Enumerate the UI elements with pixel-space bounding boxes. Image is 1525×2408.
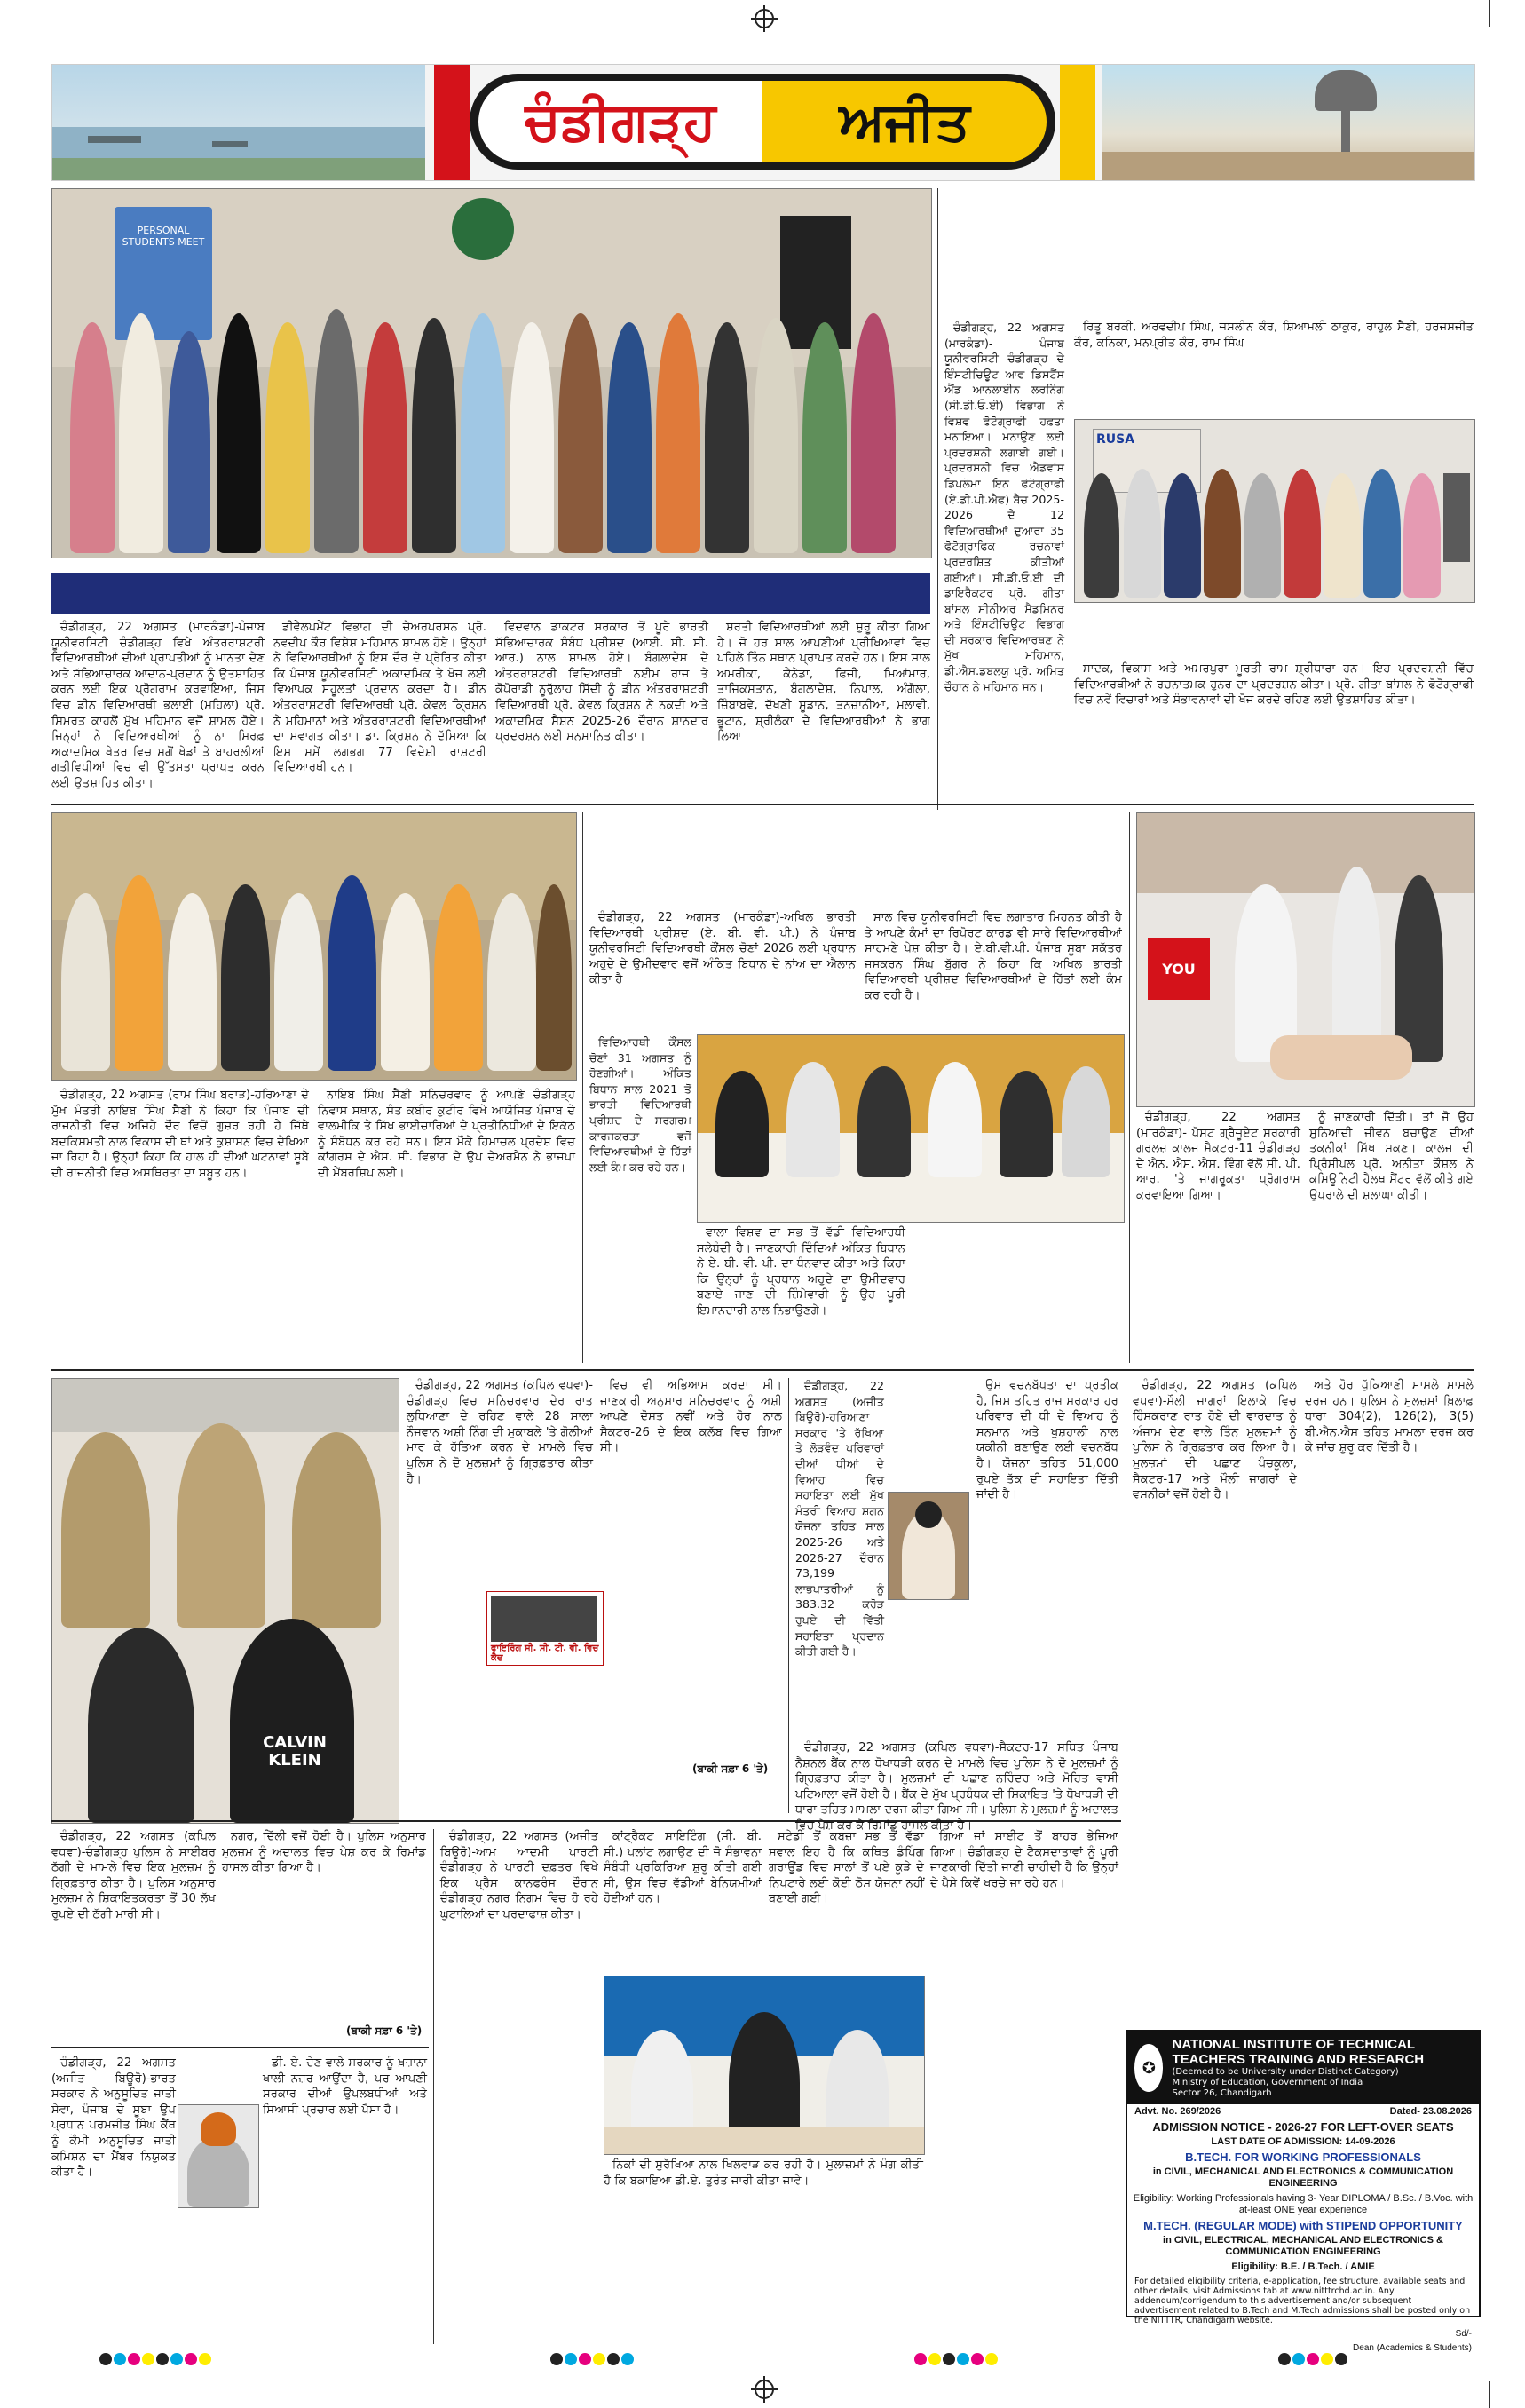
story9-text: ਨਗਰ, ਦਿੱਲੀ ਵਜੋਂ ਹੋਈ ਹੈ। ਪੁਲਿਸ ਅਨੁਸਾਰ ਮੁਲਜ਼ਮ ਨੂੰ ਅਦਾਲਤ ਵਿਚ ਪੇਸ਼ ਕਰ ਕੇ ਰਿਮਾਂਡ ਹਾਸਲ ਕੀਤਾ ਗਿਆ ਹੈ। xyxy=(222,1830,426,1875)
story7-text: ਚੰਡੀਗੜ੍ਹ, 22 ਅਗਸਤ (ਅਜੀਤ ਬਿਊਰੋ)-ਹਰਿਆਣਾ ਸਰਕਾਰ 'ਤੇ ਰੱਖਿਆ ਤੇ ਲੋੜਵੰਦ ਪਰਿਵਾਰਾਂ ਦੀਆਂ ਧੀਆਂ ਦੇ ਵਿਆਹ ਵਿਚ ਸਹਾਇਤਾ ਲਈ ਮੁੱਖ ਮੰਤਰੀ ਵਿਆਹ ਸ਼ਗਨ ਯੋਜਨਾ ਤਹਿਤ ਸਾਲ 2025-26 ਅਤੇ 2026-27 ਦੌਰਾਨ 73,199 ਲਾਭਪਾਤਰੀਆਂ ਨੂੰ 383.32 ਕਰੋੜ ਰੁਪਏ ਦੀ ਵਿੱਤੀ ਸਹਾਇਤਾ ਪ੍ਰਦਾਨ ਕੀਤੀ ਗਈ ਹੈ। xyxy=(795,1379,884,1659)
story11-text: ਡੀ. ਏ. ਦੇਣ ਵਾਲੇ ਸਰਕਾਰ ਨੂੰ ਖ਼ਜ਼ਾਨਾ ਖਾਲੀ ਨਜ਼ਰ ਆਉਂਦਾ ਹੈ, ਪਰ ਆਪਣੀ ਸਰਕਾਰ ਦੀਆਂ ਉਪਲਬਧੀਆਂ ਅਤੇ ਸਿਆਸੀ ਪ੍ਰਚਾਰ ਲਈ ਪੈਸਾ ਹੈ। xyxy=(263,2056,427,2117)
photo-abvp-press xyxy=(697,1034,1125,1223)
story4-text: ਸਾਲ ਵਿਚ ਯੂਨੀਵਰਸਿਟੀ ਵਿਚ ਲਗਾਤਾਰ ਮਿਹਨਤ ਕੀਤੀ ਹੈ ਤੇ ਆਪਣੇ ਕੰਮਾਂ ਦਾ ਰਿਪੋਰਟ ਕਾਰਡ ਵੀ ਸਾਰੇ ਵਿਦਿਆਰਥੀਆਂ ਸਾਹਮਣੇ ਪੇਸ਼ ਕੀਤਾ ਹੈ। ਏ.ਬੀ.ਵੀ.ਪੀ. ਪੰਜਾਬ ਸੂਬਾ ਸਕੱਤਰ ਜਸਕਰਨ ਸਿੰਘ ਬੁੱਗਰ ਨੇ ਕਿਹਾ ਕਿ ਅਖਿਲ ਭਾਰਤੀ ਵਿਦਿਆਰਥੀ ਪ੍ਰੀਸ਼ਦ ਵਿਦਿਆਰਥੀਆਂ ਦੇ ਹਿੱਤਾਂ ਲਈ ਕੰਮ ਕਰ ਰਹੀ ਹੈ। xyxy=(865,911,1122,1002)
gathering-person xyxy=(168,893,217,1071)
story6-column xyxy=(407,1378,593,1760)
exhibition-person xyxy=(1284,469,1321,598)
story12-column xyxy=(1133,1378,1297,2017)
section-rule xyxy=(51,804,1474,805)
story1-text: ਚੰਡੀਗੜ੍ਹ, 22 ਅਗਸਤ (ਮਾਰਕੰਡਾ)-ਪੰਜਾਬ ਯੂਨੀਵਰਸਿਟੀ ਚੰਡੀਗੜ੍ਹ ਵਿਖੇ ਅੰਤਰਰਾਸ਼ਟਰੀ ਵਿਦਿਆਰਥੀਆਂ ਦੀਆਂ ਪ੍ਰਾਪਤੀਆਂ ਨੂੰ ਮਾਨਤਾ ਦੇਣ ਅਤੇ ਸੱਭਿਆਚਾਰਕ ਆਦਾਨ-ਪ੍ਰਦਾਨ ਨੂੰ ਉਤਸ਼ਾਹਿਤ ਕਰਨ ਲਈ ਇਕ ਪ੍ਰੋਗਰਾਮ ਕਰਵਾਇਆ, ਜਿਸ ਵਿਚ ਡੀਨ ਵਿਦਿਆਰਥੀ ਭਲਾਈ (ਮਹਿਲਾ) ਪ੍ਰੋ. ਸਿਮਰਤ ਕਾਹਲੋਂ ਮੁੱਖ ਮਹਿਮਾਨ ਵਜੋਂ ਸ਼ਾਮਲ ਹੋਏ। ਜਿਨ੍ਹਾਂ ਨੇ ਵਿਦਿਆਰਥੀਆਂ ਨੂੰ ਨਾ ਸਿਰਫ਼ ਅਕਾਦਮਿਕ ਖੇਤਰ ਵਿਚ ਸਗੋਂ ਖੇਡਾਂ ਤੇ ਬਾਹਰਲੀਆਂ ਗਤੀਵਿਧੀਆਂ ਵਿਚ ਵੀ ਉੱਤਮਤਾ ਪ੍ਰਾਪਤ ਕਰਨ ਲਈ ਉਤਸ਼ਾਹਿਤ ਕੀਤਾ। xyxy=(51,621,265,790)
gathering-person xyxy=(487,893,536,1071)
photo-police-arrest xyxy=(51,1378,399,1824)
you-sign-text: YOU xyxy=(1162,960,1196,978)
section-rule xyxy=(51,2047,429,2048)
press-person xyxy=(1062,1066,1110,1177)
banner-stand xyxy=(115,207,212,340)
trim-mark xyxy=(1489,0,1490,27)
story5-column xyxy=(1309,1110,1474,1363)
you-sign xyxy=(1148,938,1210,1000)
story1-text: ਡੀਵੈਲਪਮੈਂਟ ਵਿਭਾਗ ਦੀ ਚੇਅਰਪਰਸਨ ਪ੍ਰੋ. ਨਵਦੀਪ ਕੌਰ ਵਿਸ਼ੇਸ਼ ਮਹਿਮਾਨ ਸ਼ਾਮਲ ਹੋਏ। ਉਨ੍ਹਾਂ ਨੇ ਵਿਦਿਆਰਥੀਆਂ ਨੂੰ ਇਸ ਦੌਰ ਦੇ ਪ੍ਰੇਰਿਤ ਕੀਤਾ ਕਿ ਪੰਜਾਬ ਯੂਨੀਵਰਸਿਟੀ ਅਕਾਦਮਿਕ ਤੇ ਖੋਜ ਲਈ ਵਿਆਪਕ ਸਹੂਲਤਾਂ ਪ੍ਰਦਾਨ ਕਰਦਾ ਹੈ। ਡੀਨ ਅੰਤਰਰਾਸ਼ਟਰੀ ਵਿਦਿਆਰਥੀ ਪ੍ਰੋ. ਕੇਵਲ ਕ੍ਰਿਸ਼ਨ ਨੇ ਮਹਿਮਾਨਾਂ ਅਤੇ ਅੰਤਰਰਾਸ਼ਟਰੀ ਵਿਦਿਆਰਥੀਆਂ ਦਾ ਸਵਾਗਤ ਕੀਤਾ। ਡਾ. ਕ੍ਰਿਸ਼ਨ ਨੇ ਦੱਸਿਆ ਕਿ ਇਸ ਸਮੇਂ ਲਗਭਗ 77 ਵਿਦੇਸ਼ੀ ਰਾਸ਼ਟਰੀ ਵਿਦਿਆਰਥੀ ਹਨ। xyxy=(273,621,486,775)
story8-text: ਚੰਡੀਗੜ੍ਹ, 22 ਅਗਸਤ (ਕਪਿਲ ਵਧਵਾ)-ਸੈਕਟਰ-17 ਸਥਿਤ ਪੰਜਾਬ ਨੈਸ਼ਨਲ ਬੈਂਕ ਨਾਲ ਧੋਖਾਧੜੀ ਕਰਨ ਦੇ ਮਾਮਲੇ ਵਿਚ ਪੁਲਿਸ ਨੇ ਦੋ ਮੁਲਜ਼ਮਾਂ ਨੂੰ ਗ੍ਰਿਫ਼ਤਾਰ ਕੀਤਾ ਹੈ। ਮੁਲਜ਼ਮਾਂ ਦੀ ਪਛਾਣ ਨਰਿੰਦਰ ਅਤੇ ਮੋਹਿਤ ਵਾਸੀ ਪਟਿਆਲਾ ਵਜੋਂ ਹੋਈ ਹੈ। ਬੈਂਕ ਦੇ ਮੁੱਖ ਪ੍ਰਬੰਧਕ ਦੀ ਸ਼ਿਕਾਇਤ 'ਤੇ ਧੋਖਾਧੜੀ ਦੀ ਧਾਰਾ ਤਹਿਤ ਮਾਮਲਾ ਦਰਜ ਕੀਤਾ ਗਿਆ ਸੀ। ਪੁਲਿਸ ਨੇ ਮੁਲਜ਼ਮਾਂ ਨੂੰ ਅਦਾਲਤ ਵਿਚ ਪੇਸ਼ ਕਰ ਕੇ ਰਿਮਾਂਡ ਹਾਸਲ ਕੀਤਾ ਹੈ। xyxy=(795,1741,1118,1833)
group-person xyxy=(70,322,115,553)
story2-column xyxy=(944,320,1064,795)
trim-mark xyxy=(1489,2381,1490,2408)
gathering-person xyxy=(274,893,323,1071)
story9-column xyxy=(222,1829,426,2042)
registration-mark-top xyxy=(755,9,774,28)
cpr-person xyxy=(1395,875,1443,1062)
story11-column xyxy=(51,2056,176,2344)
column-rule xyxy=(1129,812,1130,1363)
story4-column xyxy=(865,910,1122,1030)
exhibition-frame xyxy=(1443,473,1470,562)
police-officer xyxy=(177,1423,265,1628)
story12-text: ਅਤੇ ਹੋਰ ਧੁੱਕਿਆਣੀ ਮਾਮਲੇ ਮਾਮਲੇ ਦਰਜ ਹਨ। ਪੁਲਿਸ ਨੇ ਮੁਲਜ਼ਮਾਂ ਖ਼ਿਲਾਫ਼ ਧਾਰਾ 304(2), 126(2), 3(5) ਬੀ.ਐਨ.ਐਸ ਤਹਿਤ ਮਾਮਲਾ ਦਰਜ ਕਰ ਕੇ ਜਾਂਚ ਸ਼ੁਰੂ ਕਰ ਦਿੱਤੀ ਹੈ। xyxy=(1305,1379,1474,1455)
story7-column xyxy=(976,1378,1118,1733)
exhibition-person xyxy=(1124,469,1161,598)
masthead-stripe xyxy=(1060,65,1095,180)
story2-column xyxy=(1074,320,1474,417)
story1-text: ਵਿਦਵਾਨ ਡਾਕਟਰ ਸਰਕਾਰ ਤੋਂ ਪੂਰੇ ਭਾਰਤੀ ਸੱਭਿਆਚਾਰਕ ਸੰਬੰਧ ਪ੍ਰੀਸ਼ਦ (ਆਈ. ਸੀ. ਸੀ. ਆਰ.) ਨਾਲ ਸ਼ਾਮਲ ਹੋਏ। ਬੰਗਲਾਦੇਸ਼ ਦੇ ਅੰਤਰਰਾਸ਼ਟਰੀ ਵਿਦਿਆਰਥੀ ਨਈਮ ਰਾਜ ਤੇ ਕੋਪੋਰਾਡੀ ਨੂਰੁੱਲਾਹ ਸਿੱਦੀ ਨੂੰ ਡੀਨ ਅੰਤਰਰਾਸ਼ਟਰੀ ਵਿਦਿਆਰਥੀ ਪ੍ਰੋ. ਕੇਵਲ ਕ੍ਰਿਸ਼ਨ ਨੇ ਨਕਦੀ ਅਤੇ ਅਕਾਦਮਿਕ ਸੈਸ਼ਨ 2025-26 ਦੌਰਾਨ ਸ਼ਾਨਦਾਰ ਪ੍ਰਦਰਸ਼ਨ ਲਈ ਸਨਮਾਨਿਤ ਕੀਤਾ। xyxy=(495,621,708,744)
story2-text: ਸਾਦਕ, ਵਿਕਾਸ ਅਤੇ ਅਮਰਪੁਰਾ ਮੂਰਤੀ ਰਾਮ ਸ਼੍ਰੀਧਾਰਾ ਹਨ। ਇਹ ਪ੍ਰਦਰਸ਼ਨੀ ਵਿੱਚ ਵਿਦਿਆਰਥੀਆਂ ਨੇ ਰਚਨਾਤਮਕ ਹੁਨਰ ਦਾ ਪ੍ਰਦਰਸ਼ਨ ਕੀਤਾ। ਪ੍ਰੋ. ਗੀਤਾ ਬਾਂਸਲ ਨੇ ਫੋਟੋਗ੍ਰਾਫੀ ਵਿਚ ਨਵੇਂ ਵਿਚਾਰਾਂ ਅਤੇ ਸੰਭਾਵਨਾਵਾਂ ਦੀ ਖੋਜ ਕਰਦੇ ਰਹਿਣ ਲਈ ਉਤਸ਼ਾਹਿਤ ਕੀਤਾ। xyxy=(1074,662,1474,708)
ad-sign1: Sd/- xyxy=(1455,2329,1472,2339)
story10-column xyxy=(769,1829,924,1971)
color-bar xyxy=(914,2353,998,2365)
ad-btech: B.TECH. FOR WORKING PROFESSIONALS xyxy=(1185,2151,1421,2164)
group-person xyxy=(510,322,554,553)
story1-column xyxy=(717,620,930,749)
masthead-stripe xyxy=(434,65,470,180)
ad-footnote: For detailed eligibility criteria, e-application, fee structure, available seats and other details, visit Admissions tab at www.nitttrchd.ac.in. Any addendum/corrigendum to this advertisement and/or subsequent advertisement related to B.Tech and M.Tech admissions shall be posted only on the NITTTR, Chandigarh website. xyxy=(1134,2277,1471,2325)
cpr-person xyxy=(1332,867,1381,1062)
cctv-inset-text: ਫਾਇਰਿੰਗ ਸੀ. ਸੀ. ਟੀ. ਵੀ. ਵਿਚ ਕੈਦ xyxy=(491,1644,599,1663)
story11-column xyxy=(263,2056,427,2344)
exhibition-person xyxy=(1204,469,1241,598)
accused-hooded xyxy=(230,1619,354,1823)
story3-column xyxy=(51,1088,309,1363)
group-person xyxy=(802,322,847,553)
press-person xyxy=(857,1066,911,1177)
story3-column xyxy=(318,1088,575,1363)
story10-text: ਗਿਆ ਜਾਂ ਸਾਈਟ ਤੋਂ ਬਾਹਰ ਭੇਜਿਆ ਗਿਆ। ਚੰਡੀਗੜ੍ਹ ਦੇ ਟੈਕਸਦਾਤਾਵਾਂ ਨੂੰ ਪੂਰੀ ਜਾਣਕਾਰੀ ਦਿੱਤੀ ਜਾਣੀ ਚਾਹੀਦੀ ਹੈ ਕਿ ਉਨ੍ਹਾਂ ਦੇ ਪੈਸੇ ਕਿਵੇਂ ਖਰਚੇ ਜਾ ਰਹੇ ਹਨ। xyxy=(930,1830,1118,1890)
ad-advt-no: Advt. No. 269/2026 xyxy=(1134,2106,1221,2117)
exhibition-person xyxy=(1324,473,1361,598)
press-person xyxy=(928,1062,982,1177)
exhibition-person xyxy=(1363,469,1401,598)
gathering-person xyxy=(434,884,483,1071)
speaker xyxy=(780,216,851,349)
photo-exhibition xyxy=(1074,419,1475,603)
photo-aap-press xyxy=(604,1976,925,2155)
gathering-person xyxy=(115,875,163,1071)
story11-text: ਚੰਡੀਗੜ੍ਹ, 22 ਅਗਸਤ (ਅਜੀਤ ਬਿਊਰੋ)-ਭਾਰਤ ਸਰਕਾਰ ਨੇ ਅਨੁਸੂਚਿਤ ਜਾਤੀ ਸੇਵਾ, ਪੰਜਾਬ ਦੇ ਸੂਬਾ ਉਪ ਪ੍ਰਧਾਨ ਪਰਮਜੀਤ ਸਿੰਘ ਕੈਂਥ ਨੂੰ ਕੌਮੀ ਅਨੁਸੂਚਿਤ ਜਾਤੀ ਕਮਿਸ਼ਨ ਦਾ ਮੈਂਬਰ ਨਿਯੁਕਤ ਕੀਤਾ ਹੈ। xyxy=(51,2056,176,2180)
column-rule xyxy=(788,1378,789,1813)
accused-hooded xyxy=(88,1628,194,1823)
gathering-person xyxy=(536,884,572,1071)
story9-column xyxy=(51,1829,216,2042)
story6-text: ਚੰਡੀਗੜ੍ਹ, 22 ਅਗਸਤ (ਕਪਿਲ ਵਧਵਾ)-ਚੰਡੀਗੜ੍ਹ ਵਿਚ ਸਨਿਚਰਵਾਰ ਦੇਰ ਰਾਤ ਲੁਧਿਆਣਾ ਦੇ ਰਹਿਣ ਵਾਲੇ 28 ਸਾਲਾ ਨੌਜਵਾਨ ਅਸ਼ੀ ਨਿੰਗ ਦੀ ਮੁਕਾਬਲੇ 'ਤੇ ਗੋਲੀਆਂ ਮਾਰ ਕੇ ਹੱਤਿਆ ਕਰਨ ਦੇ ਮਾਮਲੇ ਵਿਚ ਪੁਲਿਸ ਨੇ ਦੋ ਮੁਲਜ਼ਮਾਂ ਨੂੰ ਗ੍ਰਿਫ਼ਤਾਰ ਕੀਤਾ ਹੈ। xyxy=(407,1379,593,1486)
story3-text: ਨਾਇਬ ਸਿੰਘ ਸੈਣੀ ਸਨਿਚਰਵਾਰ ਨੂੰ ਆਪਣੇ ਚੰਡੀਗੜ੍ਹ ਨਿਵਾਸ ਸਥਾਨ, ਸੰਤ ਕਬੀਰ ਕੁਟੀਰ ਵਿਖੇ ਆਯੋਜਿਤ ਪੰਜਾਬ ਦੇ ਵਾਲਮੀਕਿ ਤੇ ਸਿੱਖ ਭਾਈਚਾਰਿਆਂ ਦੇ ਪ੍ਰਤੀਨਿਧੀਆਂ ਦੇ ਇਕੱਠ ਨੂੰ ਸੰਬੋਧਨ ਕਰ ਰਹੇ ਸਨ। ਇਸ ਮੌਕੇ ਹਿਮਾਚਲ ਪ੍ਰਦੇਸ਼ ਵਿਚ ਕਾਂਗਰਸ ਦੇ ਐਸ. ਸੀ. ਵਿਭਾਗ ਦੇ ਉਪ ਚੇਅਰਮੈਨ ਨੇ ਭਾਜਪਾ ਦੀ ਮੈਂਬਰਸ਼ਿਪ ਲਈ। xyxy=(318,1089,575,1180)
nitttr-advertisement xyxy=(1126,2030,1481,2353)
story8-column xyxy=(795,1740,1118,1833)
group-person xyxy=(851,313,896,553)
press-person xyxy=(1000,1071,1053,1177)
ad-mtech-eligibility: Eligibility: B.E. / B.Tech. / AMIE xyxy=(1231,2261,1375,2272)
story1-column xyxy=(495,620,708,749)
color-bar xyxy=(99,2353,211,2365)
story1-column xyxy=(51,620,265,790)
story4-column xyxy=(589,910,856,1030)
story9-continued: (ਬਾਕੀ ਸਫ਼ਾ 6 'ਤੇ) xyxy=(346,2024,423,2037)
cpr-mannequin xyxy=(1270,1035,1412,1080)
nitttr-logo-icon: ✪ xyxy=(1134,2044,1163,2092)
photo-minister xyxy=(888,1492,969,1600)
ad-btech-eligibility: Eligibility: Working Professionals having 3- Year DIPLOMA / B.Sc. / B.Voc. with at-least ONE year experience xyxy=(1133,2193,1474,2215)
column-rule xyxy=(433,1829,434,2344)
police-officer xyxy=(292,1432,381,1628)
gathering-person xyxy=(381,893,430,1071)
story2-text: ਰਿਤੂ ਬਰਕੀ, ਅਰਵਦੀਪ ਸਿੰਘ, ਜਸਲੀਨ ਕੌਰ, ਸ਼ਿਆਮਲੀ ਠਾਕੁਰ, ਰਾਹੁਲ ਸੈਣੀ, ਹਰਜਸਜੀਤ ਕੌਰ, ਕਨਿਕਾ, ਮਨਪ੍ਰੀਤ ਕੌਰ, ਰਾਮ ਸਿੰਘ xyxy=(1074,321,1474,350)
tshirt-brand: CALVIN KLEIN xyxy=(263,1733,327,1770)
story10-text: ਕਾਂਟ੍ਰੈਕਟ ਸਾਇਟਿੰਗ (ਸੀ. ਬੀ. ਸੀ.) ਪਲਾਂਟ ਲਗਾਉਣ ਦੀ ਜੋ ਸੰਭਾਵਨਾ ਸੰਬੰਧੀ ਪ੍ਰਕਿਰਿਆ ਸ਼ੁਰੂ ਕੀਤੀ ਗਈ ਸੀ, ਉਸ ਵਿਚ ਵੱਡੀਆਂ ਬੇਨਿਯਮੀਆਂ ਹੋਈਆਂ ਹਨ। xyxy=(604,1830,762,1906)
story2-column xyxy=(1074,661,1474,795)
group-person xyxy=(607,322,652,553)
masthead xyxy=(51,64,1475,181)
story5-text: ਨੂੰ ਜਾਣਕਾਰੀ ਦਿੱਤੀ। ਤਾਂ ਜੋ ਉਹ ਸੁਨਿਆਦੀ ਜੀਵਨ ਬਚਾਉਣ ਦੀਆਂ ਤਕਨੀਕਾਂ ਸਿੱਖ ਸਕਣ। ਕਾਲਜ ਦੀ ਪ੍ਰਿੰਸੀਪਲ ਪ੍ਰੋ. ਅਨੀਤਾ ਕੌਸ਼ਲ ਨੇ ਕਮਿਊਨਿਟੀ ਹੈਲਥ ਸੈਂਟਰ ਵੱਲੋਂ ਕੀਤੇ ਗਏ ਉਪਰਾਲੇ ਦੀ ਸ਼ਲਾਘਾ ਕੀਤੀ। xyxy=(1309,1111,1474,1202)
registration-mark-bottom xyxy=(755,2380,774,2399)
ad-sign2: Dean (Academics & Students) xyxy=(1353,2343,1472,2353)
story12-column xyxy=(1305,1378,1474,2017)
photo-paramjit-kainth xyxy=(178,2104,259,2208)
group-person xyxy=(754,318,798,553)
column-rule xyxy=(582,812,583,1363)
story1-column xyxy=(273,620,486,775)
story6-text: ਵਿਚ ਵੀ ਅਭਿਆਸ ਕਰਦਾ ਸੀ। ਜਾਣਕਾਰੀ ਅਨੁਸਾਰ ਸਨਿਚਰਵਾਰ ਨੂੰ ਅਸ਼ੀ ਆਪਣੇ ਦੋਸਤ ਨਵੀਂ ਅਤੇ ਹੋਰ ਨਾਲ ਸੈਕਟਰ-26 ਦੇ ਇਕ ਕਲੱਬ ਵਿਚ ਗਿਆ ਸੀ। xyxy=(600,1379,782,1455)
world-logo xyxy=(452,198,514,260)
story5-column xyxy=(1136,1110,1300,1363)
story6-continued: (ਬਾਕੀ ਸਫ਼ਾ 6 'ਤੇ) xyxy=(692,1762,769,1775)
story11-text: ਨਿਕਾਂ ਦੀ ਸੁਰੱਖਿਆ ਨਾਲ ਖਿਲਵਾੜ ਕਰ ਰਹੀ ਹੈ। ਮੁਲਾਜ਼ਮਾਂ ਨੇ ਮੰਗ ਕੀਤੀ ਹੈ ਕਿ ਬਕਾਇਆ ਡੀ.ਏ. ਤੁਰੰਤ ਜਾਰੀ ਕੀਤਾ ਜਾਵੇ। xyxy=(604,2158,923,2188)
group-person xyxy=(217,313,261,553)
ad-org-sub2: Ministry of Education, Government of India xyxy=(1172,2078,1363,2087)
headline-bar-story1 xyxy=(51,573,930,614)
story4-text: ਚੰਡੀਗੜ੍ਹ, 22 ਅਗਸਤ (ਮਾਰਕੰਡਾ)-ਅਖਿਲ ਭਾਰਤੀ ਵਿਦਿਆਰਥੀ ਪ੍ਰੀਸ਼ਦ (ਏ. ਬੀ. ਵੀ. ਪੀ.) ਨੇ ਪੰਜਾਬ ਯੂਨੀਵਰਸਿਟੀ ਵਿਦਿਆਰਥੀ ਕੌਂਸਲ ਚੋਣਾਂ 2026 ਲਈ ਪ੍ਰਧਾਨ ਅਹੁਦੇ ਦੇ ਉਮੀਦਵਾਰ ਵਜੋਂ ਅੰਕਿਤ ਬਿਧਾਨ ਦੇ ਨਾਂਅ ਦਾ ਐਲਾਨ ਕੀਤਾ ਹੈ। xyxy=(589,911,856,987)
exhibition-person xyxy=(1084,473,1119,598)
ad-org-sub3: Sector 26, Chandigarh xyxy=(1172,2088,1272,2098)
ad-last-date: LAST DATE OF ADMISSION: 14-09-2026 xyxy=(1211,2136,1395,2147)
story4-text: ਵਾਲਾ ਵਿਸ਼ਵ ਦਾ ਸਭ ਤੋਂ ਵੱਡੀ ਵਿਦਿਆਰਥੀ ਸਲੇਬੰਦੀ ਹੈ। ਜਾਣਕਾਰੀ ਦਿੰਦਿਆਂ ਅੰਕਿਤ ਬਿਧਾਨ ਨੇ ਏ. ਬੀ. ਵੀ. ਪੀ. ਦਾ ਧੰਨਵਾਦ ਕੀਤਾ ਅਤੇ ਕਿਹਾ ਕਿ ਉਨ੍ਹਾਂ ਨੂੰ ਪ੍ਰਧਾਨ ਅਹੁਦੇ ਦਾ ਉਮੀਦਵਾਰ ਬਣਾਏ ਜਾਣ ਦੀ ਜ਼ਿੰਮੇਵਾਰੀ ਨੂੰ ਉਹ ਪੂਰੀ ਇਮਾਨਦਾਰੀ ਨਾਲ ਨਿਭਾਉਣਗੇ। xyxy=(697,1226,905,1318)
story5-text: ਚੰਡੀਗੜ੍ਹ, 22 ਅਗਸਤ (ਮਾਰਕੰਡਾ)- ਪੋਸਟ ਗ੍ਰੈਜੂਏਟ ਸਰਕਾਰੀ ਗਰਲਜ਼ ਕਾਲਜ ਸੈਕਟਰ-11 ਚੰਡੀਗੜ੍ਹ ਦੇ ਐਨ. ਐਸ. ਐਸ. ਵਿੰਗ ਵੱਲੋਂ ਸੀ. ਪੀ. ਆਰ. 'ਤੇ ਜਾਗਰੂਕਤਾ ਪ੍ਰੋਗਰਾਮ ਕਰਵਾਇਆ ਗਿਆ। xyxy=(1136,1111,1300,1202)
gathering-person xyxy=(61,893,110,1071)
group-person xyxy=(705,322,749,553)
photo-international-students xyxy=(51,188,932,558)
column-rule xyxy=(937,188,938,810)
ad-org-sub1: (Deemed to be University under Distinct Category) xyxy=(1172,2067,1399,2077)
story3-text: ਚੰਡੀਗੜ੍ਹ, 22 ਅਗਸਤ (ਰਾਮ ਸਿੰਘ ਬਰਾੜ)-ਹਰਿਆਣਾ ਦੇ ਮੁੱਖ ਮੰਤਰੀ ਨਾਇਬ ਸਿੰਘ ਸੈਣੀ ਨੇ ਕਿਹਾ ਕਿ ਪੰਜਾਬ ਦੀ ਰਾਜਨੀਤੀ ਵਿਚ ਅਜਿਹੇ ਦੌਰ ਵਿਚੋਂ ਗੁਜ਼ਰ ਰਹੀ ਹੈ ਜਿੱਥੇ ਬਦਕਿਸਮਤੀ ਨਾਲ ਵਿਕਾਸ ਦੀ ਥਾਂ ਅਤੇ ਕੁਸ਼ਾਸਨ ਵਿਚ ਦੇਖਿਆ ਜਾ ਰਿਹਾ ਹੈ। ਉਨ੍ਹਾਂ ਕਿਹਾ ਕਿ ਹਾਲ ਹੀ ਦੀਆਂ ਘਟਨਾਵਾਂ ਸੂਬੇ ਦੀ ਰਾਜਨੀਤੀ ਵਿਚ ਅਸਥਿਰਤਾ ਦਾ ਸਬੂਤ ਹਨ। xyxy=(51,1089,309,1180)
masthead-photo-lake xyxy=(52,65,425,180)
ad-dated: Dated- 23.08.2026 xyxy=(1389,2106,1472,2117)
press-person xyxy=(786,1062,840,1177)
gathering-person xyxy=(221,884,270,1071)
cctv-inset xyxy=(486,1591,604,1666)
ad-btech-disciplines: in CIVIL, MECHANICAL AND ELECTRONICS & COMMUNICATION ENGINEERING xyxy=(1152,2166,1454,2189)
gathering-person xyxy=(328,875,376,1071)
press-person xyxy=(715,1071,769,1177)
story6-column xyxy=(600,1378,782,1760)
story11-column xyxy=(604,2158,923,2344)
exhibition-person xyxy=(1403,473,1441,598)
story7-column xyxy=(795,1378,884,1733)
story12-text: ਚੰਡੀਗੜ੍ਹ, 22 ਅਗਸਤ (ਕਪਿਲ ਵਧਵਾ)-ਮੌਲੀ ਜਾਗਰਾਂ ਇਲਾਕੇ ਵਿਚ ਹਿੰਸਕਰਾਣ ਰਾਤ ਹੋਏ ਦੀ ਵਾਰਦਾਤ ਨੂੰ ਅੰਜਾਮ ਦੇਣ ਵਾਲੇ ਤਿੰਨ ਮੁਲਜ਼ਮਾਂ ਨੂੰ ਪੁਲਿਸ ਨੇ ਗ੍ਰਿਫ਼ਤਾਰ ਕਰ ਲਿਆ ਹੈ। ਮੁਲਜ਼ਮਾਂ ਦੀ ਪਛਾਣ ਪੰਚਕੂਲਾ, ਸੈਕਟਰ-17 ਅਤੇ ਮੌਲੀ ਜਾਗਰਾਂ ਦੇ ਵਸਨੀਕਾਂ ਵਜੋਂ ਹੋਈ ਹੈ। xyxy=(1133,1379,1297,1502)
group-person xyxy=(168,331,210,553)
ad-advt-row xyxy=(1127,2104,1479,2119)
story10-text: ਚੰਡੀਗੜ੍ਹ, 22 ਅਗਸਤ (ਅਜੀਤ ਬਿਊਰੋ)-ਆਮ ਆਦਮੀ ਪਾਰਟੀ ਚੰਡੀਗੜ੍ਹ ਨੇ ਪਾਰਟੀ ਦਫ਼ਤਰ ਵਿਖੇ ਇਕ ਪ੍ਰੈਸ ਕਾਨਫਰੰਸ ਦੌਰਾਨ ਚੰਡੀਗੜ੍ਹ ਨਗਰ ਨਿਗਮ ਵਿਚ ਹੋ ਰਹੇ ਘੁਟਾਲਿਆਂ ਦਾ ਪਰਦਾਫਾਸ਼ ਕੀਤਾ। xyxy=(440,1830,598,1921)
section-rule xyxy=(51,1369,1474,1371)
group-person xyxy=(314,309,359,553)
story9-text: ਚੰਡੀਗੜ੍ਹ, 22 ਅਗਸਤ (ਕਪਿਲ ਵਧਵਾ)-ਚੰਡੀਗੜ੍ਹ ਪੁਲਿਸ ਨੇ ਸਾਈਬਰ ਠੱਗੀ ਦੇ ਮਾਮਲੇ ਵਿਚ ਇਕ ਮੁਲਜ਼ਮ ਨੂੰ ਗ੍ਰਿਫ਼ਤਾਰ ਕੀਤਾ ਹੈ। ਪੁਲਿਸ ਅਨੁਸਾਰ ਮੁਲਜ਼ਮ ਨੇ ਸ਼ਿਕਾਇਤਕਰਤਾ ਤੋਂ 30 ਲੱਖ ਰੁਪਏ ਦੀ ਠੱਗੀ ਮਾਰੀ ਸੀ। xyxy=(51,1830,216,1921)
group-person xyxy=(265,322,310,553)
photo-cpr-training xyxy=(1136,812,1475,1107)
exhibition-person xyxy=(1164,473,1201,598)
group-person xyxy=(656,313,700,553)
rusa-sign: RUSA xyxy=(1096,432,1135,447)
story10-column xyxy=(930,1829,1118,2344)
ad-header xyxy=(1127,2032,1479,2104)
masthead-photo-open-hand xyxy=(1102,65,1474,180)
police-officer xyxy=(61,1432,150,1628)
exhibition-person xyxy=(1244,473,1281,598)
portrait xyxy=(187,2136,249,2207)
color-bar xyxy=(550,2353,634,2365)
story10-text: ਸਟੇਡੀ ਤੋਂ ਕਬਜ਼ਾ ਸਭ ਤੋਂ ਵੱਡਾ ਸਵਾਲ ਇਹ ਹੈ ਕਿ ਕਥਿਤ ਡੰਪਿੰਗ ਗਰਾਊਂਡ ਵਿਚ ਸਾਲਾਂ ਤੋਂ ਪਏ ਕੂੜੇ ਦੇ ਨਿਪਟਾਰੇ ਲਈ ਕੋਈ ਠੋਸ ਯੋਜਨਾ ਨਹੀਂ ਬਣਾਈ ਗਈ। xyxy=(769,1830,924,1906)
group-person xyxy=(461,313,505,553)
story10-column xyxy=(604,1829,762,1971)
ad-org-name: NATIONAL INSTITUTE OF TECHNICAL TEACHERS TRAINING AND RESEARCH xyxy=(1172,2037,1425,2067)
masthead-title-ajit: ਅਜੀਤ xyxy=(839,91,970,153)
story4-column xyxy=(589,1034,691,1363)
ad-mtech-disciplines: in CIVIL, ELECTRICAL, MECHANICAL AND ELECTRONICS & COMMUNICATION ENGINEERING xyxy=(1163,2235,1443,2257)
masthead-title-pill xyxy=(470,74,1055,170)
ad-notice: ADMISSION NOTICE - 2026-27 FOR LEFT-OVER SEATS xyxy=(1152,2120,1454,2134)
story4-text: ਵਿਦਿਆਰਥੀ ਕੌਂਸਲ ਚੋਣਾਂ 31 ਅਗਸਤ ਨੂੰ ਹੋਣਗੀਆਂ। ਅੰਕਿਤ ਬਿਧਾਨ ਸਾਲ 2021 ਤੋਂ ਭਾਰਤੀ ਵਿਦਿਆਰਥੀ ਪ੍ਰੀਸ਼ਦ ਦੇ ਸਰਗਰਮ ਕਾਰਜਕਰਤਾ ਵਜੋਂ ਵਿਦਿਆਰਥੀਆਂ ਦੇ ਹਿੱਤਾਂ ਲਈ ਕੰਮ ਕਰ ਰਹੇ ਹਨ। xyxy=(589,1035,691,1174)
masthead-title-chandigarh: ਚੰਡੀਗੜ੍ਹ xyxy=(525,91,716,153)
story1-text: ਸ਼ਰਤੀ ਵਿਦਿਆਰਥੀਆਂ ਲਈ ਸ਼ੁਰੂ ਕੀਤਾ ਗਿਆ ਹੈ। ਜੋ ਹਰ ਸਾਲ ਆਪਣੀਆਂ ਪ੍ਰੀਖਿਆਵਾਂ ਵਿਚ ਪਹਿਲੇ ਤਿੰਨ ਸਥਾਨ ਪ੍ਰਾਪਤ ਕਰਦੇ ਹਨ। ਇਸ ਸਾਲ ਅਮਰੀਕਾ, ਕੈਨੇਡਾ, ਫਿਜੀ, ਮਿਆਂਮਾਰ, ਤਾਜਿਕਸਤਾਨ, ਬੰਗਲਾਦੇਸ਼, ਨਿਪਾਲ, ਅੰਗੋਲਾ, ਜ਼ਿੰਬਾਬਵੇ, ਦੱਖਣੀ ਸੂਡਾਨ, ਤਨਜ਼ਾਨੀਆ, ਮਲਾਵੀ, ਭੂਟਾਨ, ਸ਼੍ਰੀਲੰਕਾ ਦੇ ਵਿਦਿਆਰਥੀਆਂ ਨੇ ਭਾਗ ਲਿਆ। xyxy=(717,621,930,744)
group-person xyxy=(363,322,407,553)
banner-text: PERSONAL STUDENTS MEET xyxy=(122,225,205,248)
story10-column xyxy=(440,1829,598,2344)
story7-text: ਉਸ ਵਚਨਬੱਧਤਾ ਦਾ ਪ੍ਰਤੀਕ ਹੈ, ਜਿਸ ਤਹਿਤ ਰਾਜ ਸਰਕਾਰ ਹਰ ਪਰਿਵਾਰ ਦੀ ਧੀ ਦੇ ਵਿਆਹ ਨੂੰ ਸਨਮਾਨ ਅਤੇ ਖੁਸ਼ਹਾਲੀ ਨਾਲ ਯਕੀਨੀ ਬਣਾਉਣ ਲਈ ਵਚਨਬੱਧ ਹੈ। ਯੋਜਨਾ ਤਹਿਤ 51,000 ਰੁਪਏ ਤੱਕ ਦੀ ਸਹਾਇਤਾ ਦਿੱਤੀ ਜਾਂਦੀ ਹੈ। xyxy=(976,1379,1118,1502)
group-person xyxy=(558,313,603,553)
photo-haryana-cm-gathering xyxy=(51,812,577,1081)
ad-mtech: M.TECH. (REGULAR MODE) with STIPEND OPPORTUNITY xyxy=(1143,2219,1463,2232)
story2-text: ਚੰਡੀਗੜ੍ਹ, 22 ਅਗਸਤ (ਮਾਰਕੰਡਾ)- ਪੰਜਾਬ ਯੂਨੀਵਰਸਿਟੀ ਚੰਡੀਗੜ੍ਹ ਦੇ ਇੰਸਟੀਚਿਊਟ ਆਫ ਡਿਸਟੈਂਸ ਐਂਡ ਆਨਲਾਈਨ ਲਰਨਿੰਗ (ਸੀ.ਡੀ.ਓ.ਈ) ਵਿਭਾਗ ਨੇ ਵਿਸ਼ਵ ਫੋਟੋਗ੍ਰਾਫੀ ਹਫ਼ਤਾ ਮਨਾਇਆ। ਮਨਾਉਣ ਲਈ ਪ੍ਰਦਰਸ਼ਨੀ ਲਗਾਈ ਗਈ। ਪ੍ਰਦਰਸ਼ਨੀ ਵਿਚ ਐਡਵਾਂਸ ਡਿਪਲੋਮਾ ਇਨ ਫੋਟੋਗ੍ਰਾਫੀ (ਏ.ਡੀ.ਪੀ.ਐਫ) ਬੈਚ 2025-2026 ਦੇ 12 ਵਿਦਿਆਰਥੀਆਂ ਦੁਆਰਾ 35 ਫੋਟੋਗ੍ਰਾਫਿਕ ਰਚਨਾਵਾਂ ਪ੍ਰਦਰਸ਼ਿਤ ਕੀਤੀਆਂ ਗਈਆਂ। ਸੀ.ਡੀ.ਓ.ਈ ਦੀ ਡਾਇਰੈਕਟਰ ਪ੍ਰੋ. ਗੀਤਾ ਬਾਂਸਲ ਸੀਨੀਅਰ ਮੈਡਮਿਨਰ ਅਤੇ ਇੰਸਟੀਚਿਊਟ ਵਿਭਾਗ ਦੀ ਸਰਕਾਰ ਵਿਦਿਆਰਥਣ ਨੇ ਮੁੱਖ ਮਹਿਮਾਨ, ਡੀ.ਐਸ.ਡਬਲਯੂ ਪ੍ਰੋ. ਅਮਿਤ ਚੌਹਾਨ ਨੇ ਮਹਿਮਾਨ ਸਨ। xyxy=(944,321,1064,693)
group-person xyxy=(119,313,163,553)
group-person xyxy=(412,318,456,553)
story4-column xyxy=(697,1225,905,1363)
